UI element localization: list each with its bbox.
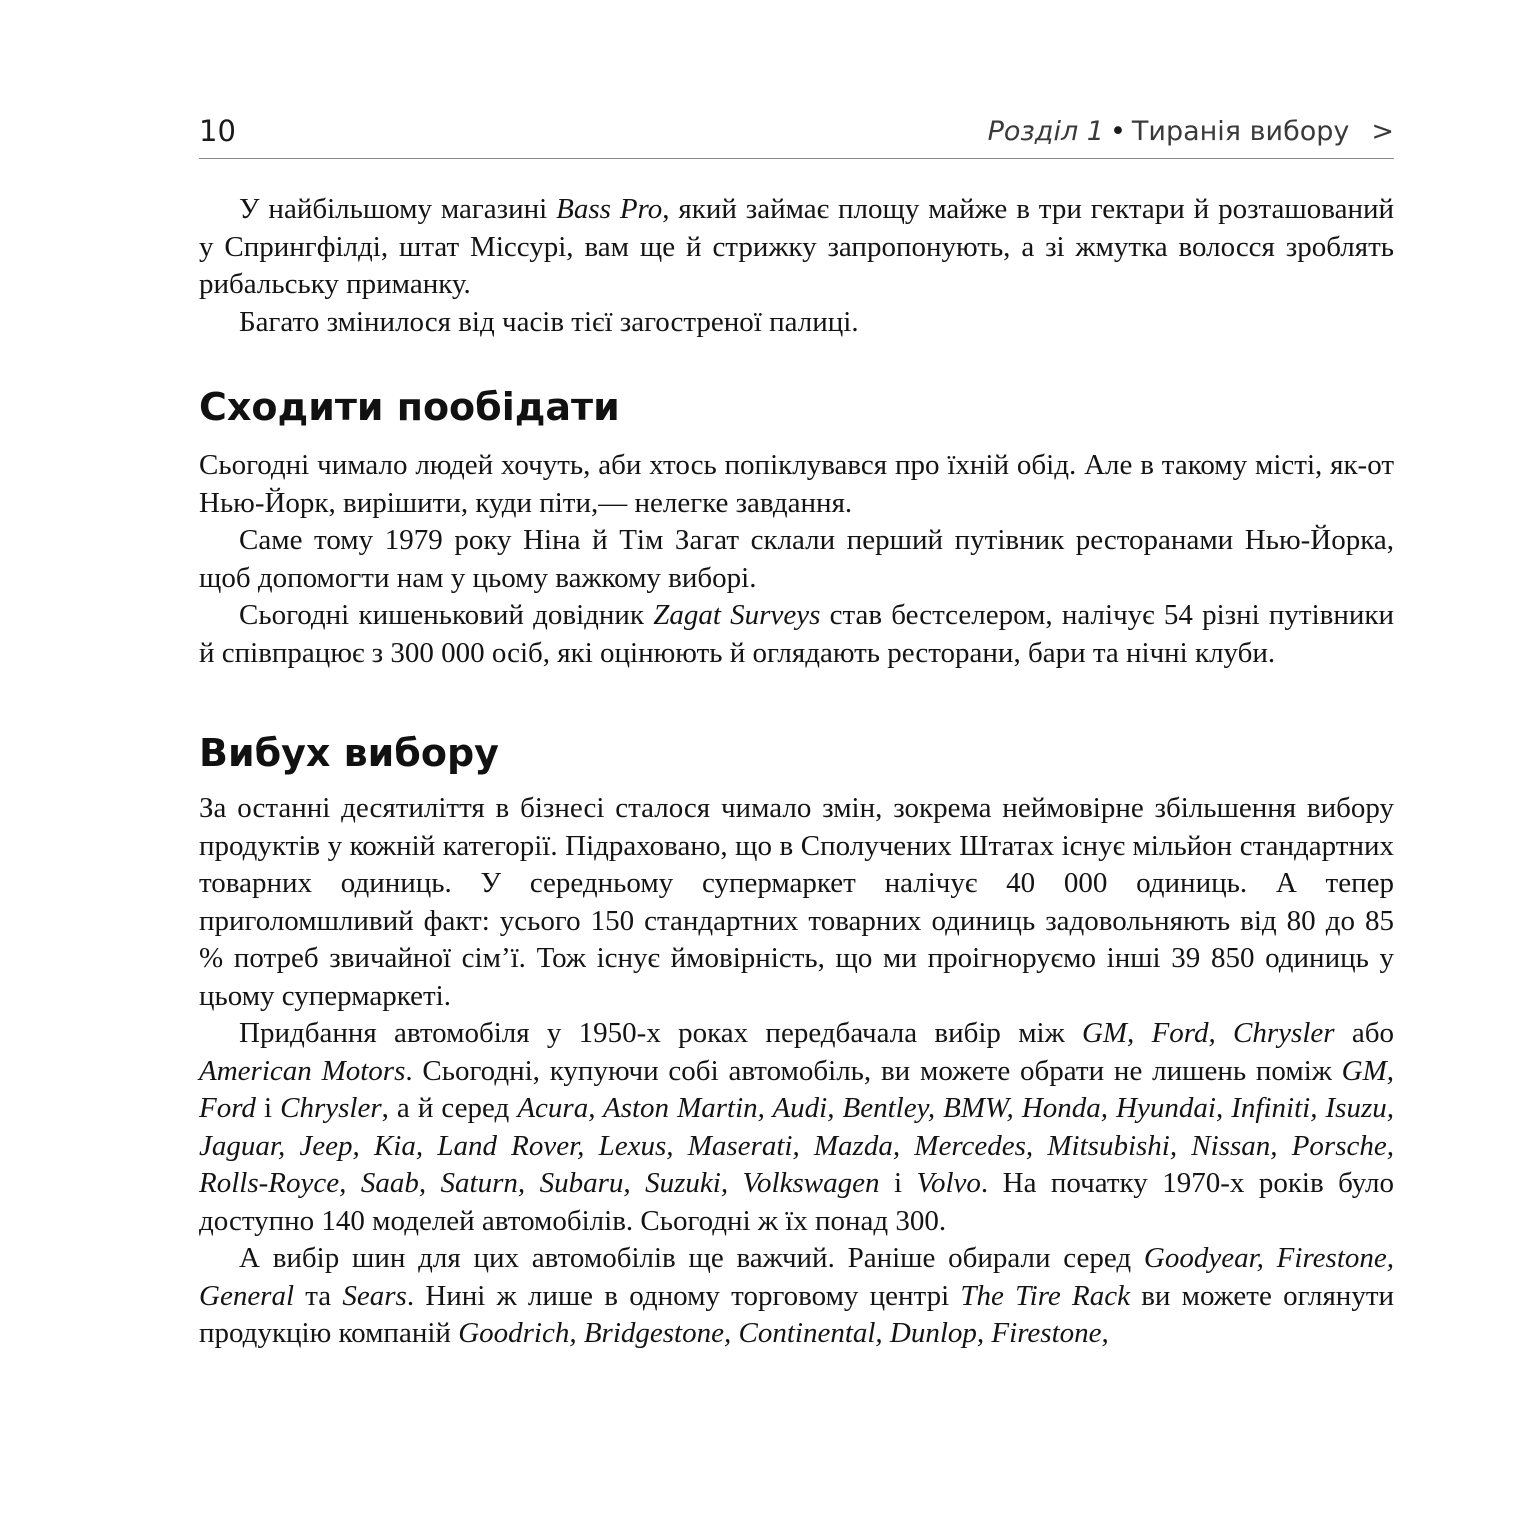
text-run: . На початку 1970-х років було доступно 140 моделей автомобілів. Сьогодні ж їх понад 300. bbox=[199, 1167, 1394, 1237]
text-run: і bbox=[255, 1092, 281, 1124]
page-content bbox=[199, 191, 1394, 1353]
chapter-title: Тиранія вибору bbox=[1131, 116, 1350, 147]
italic-run: Sears bbox=[342, 1279, 407, 1312]
italic-run: Volvo bbox=[916, 1167, 981, 1199]
running-header bbox=[199, 110, 1394, 159]
section1-paragraph-2: Саме тому 1979 року Ніна й Тім Загат склали перший путівник ресторанами Нью-Йорка, щоб допомогти нам у цьому важкому виборі. bbox=[199, 524, 1394, 594]
text-run: , а й серед bbox=[381, 1092, 518, 1124]
section1-paragraph-1: Сьогодні чимало людей хочуть, аби хтось попіклувався про їхній обід. Але в такому місті, як-от Нью-Йорк, вирішити, куди піти,— нелегке завдання. bbox=[199, 449, 1394, 519]
italic-run: Bass Pro bbox=[556, 193, 663, 225]
italic-run: American Motors bbox=[199, 1054, 406, 1087]
text-run: Придбання автомобіля у 1950-х роках передбачала вибір між bbox=[239, 1017, 1082, 1049]
text-run: став бестселером, налічує 54 різні путівники й співпрацює з 300 000 осіб, які оцінюють й оглядають ресторани, бари та нічні клуби. bbox=[199, 599, 1394, 669]
text-run: і bbox=[879, 1167, 917, 1199]
text-run: ви можете оглянути продукцію компаній bbox=[199, 1279, 1395, 1349]
text-run: . Нині ж лише в одному торговому центрі bbox=[406, 1279, 961, 1312]
book-page bbox=[199, 110, 1394, 1353]
italic-run: Chrysler bbox=[280, 1092, 382, 1124]
text-run: Сьогодні кишеньковий довідник bbox=[239, 599, 654, 631]
section2-paragraph-2 bbox=[199, 1015, 1394, 1240]
text-run: та bbox=[294, 1279, 343, 1312]
section2-paragraph-3 bbox=[199, 1240, 1394, 1353]
italic-run: The Tire Rack bbox=[960, 1279, 1130, 1312]
section-heading-lunch: Сходити пообідати bbox=[199, 385, 620, 429]
section1-paragraph-3 bbox=[199, 597, 1394, 672]
text-run: або bbox=[1334, 1017, 1394, 1049]
chapter-reference bbox=[988, 116, 1394, 147]
italic-run: Acura, Aston Martin, Audi, Bentley, BMW, Honda, Hyundai, Infiniti, Isuzu, Jaguar, Jeep, Kia, Land Rover, Lexus, Maserati, Mazda, Mercedes, Mitsubishi, Nissan, Porsche, Rolls-Royce, Saab, Saturn, Subaru, Suzuki, Volkswagen bbox=[199, 1092, 1394, 1199]
text-run: А вибір шин для цих автомобілів ще важчий. Раніше обирали серед bbox=[239, 1242, 1144, 1274]
intro-paragraph-2: Багато змінилося від часів тієї загостреної палиці. bbox=[239, 305, 859, 338]
italic-run: GM, Ford, Chrysler bbox=[1081, 1017, 1335, 1049]
text-run: У найбільшому магазині bbox=[239, 193, 557, 225]
italic-run: Goodyear, Firestone, General bbox=[199, 1242, 1394, 1312]
italic-run: Zagat Surveys bbox=[653, 599, 821, 631]
chapter-label: Розділ 1 bbox=[987, 116, 1104, 147]
intro-paragraph-1 bbox=[199, 191, 1394, 304]
page-number: 10 bbox=[199, 114, 236, 148]
text-run: , який займає площу майже в три гектари й розташований у Спрингфілді, штат Міссурі, вам ще й стрижку запропонують, а зі жмутка волосся зроблять рибальську приманку. bbox=[199, 193, 1395, 300]
italic-run: Goodrich, Bridgestone, Continental, Dunlop, Firestone, bbox=[458, 1317, 1109, 1349]
section2-paragraph-1: За останні десятиліття в бізнесі сталося чимало змін, зокрема неймовірне збільшення вибору продуктів у кожній категорії. Підраховано, що в Сполучених Штатах існує мільйон стандартних товарних одиниць. У середньому супермаркет налічує 40 000 одиниць. А тепер приголомшливий факт: усього 150 стандартних товарних одиниць задовольняють від 80 до 85 % потреб звичайної сім’ї. Тож існує ймовірність, що ми проігноруємо інші 39 850 одиниць у цьому супермаркеті. bbox=[199, 792, 1394, 1012]
italic-run: GM, Ford bbox=[199, 1054, 1394, 1124]
next-arrow-icon: > bbox=[1371, 116, 1394, 147]
bullet-separator: • bbox=[1109, 116, 1126, 147]
text-run: . Сьогодні, купуючи собі автомобіль, ви можете обрати не лишень поміж bbox=[405, 1054, 1342, 1087]
section-heading-choice-explosion: Вибух вибору bbox=[199, 731, 499, 775]
